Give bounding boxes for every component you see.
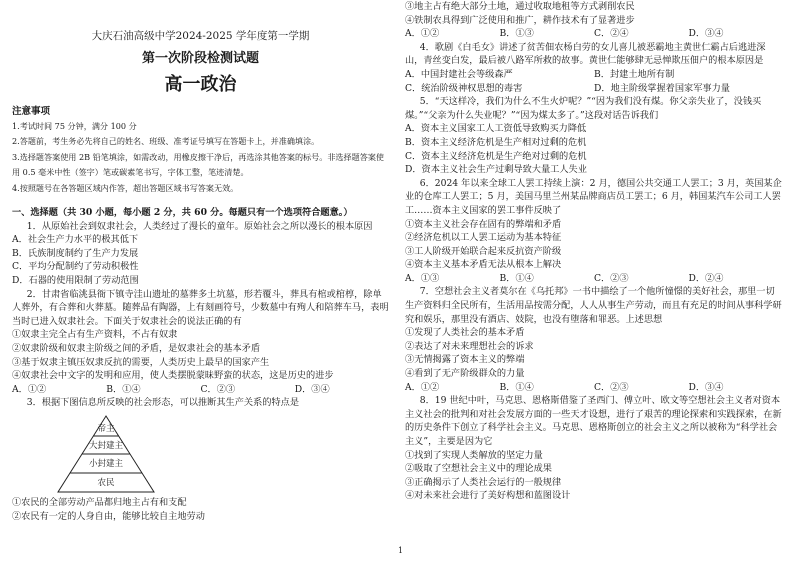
notes-heading: 注意事项 <box>12 106 51 117</box>
option: B．①④ <box>499 381 534 393</box>
question-6-options <box>405 272 783 286</box>
option: B．封建土地所有制 <box>594 68 675 80</box>
question-5-option: C．资本主义经济危机是生产绝对过剩的危机 <box>405 150 587 162</box>
question-3-item: ①农民的全部劳动产品都归地主占有和支配 <box>12 497 187 508</box>
question-2-stem: 2．甘肃省临洮县衙下镇寺洼山遗址的墓葬多土坑墓，形若覆斗，葬具有棺或棺椁，除单人葬外，有合葬和火葬墓。随葬品有陶器，上有刻画符号，少数墓中有殉人和陪葬车马，表明当时已进入奴隶社会。下面关于奴隶社会的说法正确的有 <box>12 288 389 327</box>
question-8-stem: 8．19 世纪中叶，马克思、恩格斯借鉴了圣西门、傅立叶、欧文等空想社会主义者对资本主义社会的批判和对社会发展方面的一些天才设想，进行了艰苦的理论探索和实践探索，在新的历史条件下创立了科学社会主义。马克思、恩格斯创立的社会主义之所以被称为“科学社会主义”，主要是因为它 <box>405 395 782 447</box>
note-item: 3.选择题答案使用 2B 铅笔填涂，如需改动，用橡皮擦干净后，再选涂其他答案的标号。非选择题答案使用 0.5 毫米中性（签字）笔或碳素笔书写，字体工整，笔迹清楚。 <box>12 151 385 178</box>
question-6-item: ④资本主义基本矛盾无法从根本上解决 <box>405 259 562 271</box>
section-heading: 一、选择题（共 30 小题，每小题 2 分，共 60 分。每题只有一个选项符合题意。） <box>12 207 353 219</box>
question-3-stem: 3．根据下图信息所反映的社会形态，可以推断其生产关系的特点是 <box>26 397 300 409</box>
pyramid-level-emperor: 帝主 <box>97 424 115 434</box>
question-3-options <box>405 27 783 41</box>
option: D．地主阶级掌握着国家军事力量 <box>594 82 730 94</box>
question-7-options <box>405 381 783 395</box>
question-4-options-row-2 <box>405 82 783 96</box>
question-2-item: ②奴隶阶级和奴隶主阶级之间的矛盾，是奴隶社会的基本矛盾 <box>12 343 261 355</box>
question-3-item: ④铁制农具得到广泛使用和推广，耕作技术有了显著进步 <box>405 14 635 26</box>
option: B．①④ <box>499 272 534 284</box>
option: A．①② <box>12 383 47 395</box>
question-7-item: ①发现了人类社会的基本矛盾 <box>405 327 525 339</box>
option: C．统治阶级神权思想的毒害 <box>405 82 523 94</box>
option: A．①③ <box>405 272 440 284</box>
question-5-stem: 5．“天这样冷，我们为什么不生火炉呢？”“因为我们没有煤。你父亲失业了，没钱买煤。”“父亲为什么失业呢？”“因为煤太多了。”这段对话告诉我们 <box>405 96 762 121</box>
question-4-stem: 4．歌剧《白毛女》讲述了贫苦佃农杨白劳的女儿喜儿被恶霸地主黄世仁霸占后逃进深山，青丝变白发，最后被八路军所救的故事。黄世仁能够肆无忌惮欺压佃户的根本原因是 <box>405 41 766 67</box>
option: B．①④ <box>106 383 141 395</box>
option: D．③④ <box>294 383 330 395</box>
option: C．②③ <box>594 272 629 284</box>
question-3-item: ③地主占有绝大部分土地，通过收取地租等方式剥削农民 <box>405 1 635 12</box>
question-6-item: ②经济危机以工人罢工运动为基本特征 <box>405 232 562 244</box>
exam-stage-title: 第一次阶段检测试题 <box>141 51 259 66</box>
option: C．②③ <box>594 381 629 393</box>
question-2-item: ③基于奴隶主镇压奴隶反抗的需要，人类历史上最早的国家产生 <box>12 356 270 368</box>
option: C．②③ <box>200 383 236 395</box>
option: D．③④ <box>688 381 724 393</box>
question-5-option: A．资本主义国家工人工资低导致购买力降低 <box>405 123 587 135</box>
left-column <box>12 0 389 523</box>
social-pyramid-figure <box>56 414 156 494</box>
question-2-options <box>12 383 389 397</box>
question-1-option: D．石器的使用限制了劳动范围 <box>12 275 139 287</box>
notes-list <box>12 119 389 197</box>
question-8-item: ②吸取了空想社会主义中的理论成果 <box>405 463 552 475</box>
question-1-option: C．平均分配制约了劳动积极性 <box>12 261 139 273</box>
pyramid-level-great-lords: 大封建主 <box>88 441 123 451</box>
option: C．②④ <box>594 28 629 40</box>
question-7-stem: 7．空想社会主义者莫尔在《乌托邦》一书中描绘了一个他所憧憬的美好社会，那里一切生产资料归全民所有，生活用品按需分配，人人从事生产劳动，而且有充足的时间从事科学研究和娱乐，那里没有酒店、妓院，也没有堕落和罪恶。上述思想 <box>405 286 782 325</box>
question-6-item: ③工人阶级开始联合起来反抗资产阶级 <box>405 245 562 257</box>
question-8-item: ③正确揭示了人类社会运行的一般规律 <box>405 476 562 488</box>
note-item: 2.答题前，考生务必先将自己的姓名、班级、准考证号填写在答题卡上，并准确填涂。 <box>12 136 320 147</box>
pyramid-level-peasants: 农民 <box>97 478 115 488</box>
option: D．③④ <box>688 28 724 40</box>
option: A．①② <box>405 381 440 393</box>
question-5-option: B．资本主义经济危机是生产相对过剩的危机 <box>405 136 587 148</box>
option: D．②④ <box>688 272 724 284</box>
question-7-item: ④看到了无产阶级群众的力量 <box>405 368 525 380</box>
question-3-item: ②农民有一定的人身自由，能够比较自主地劳动 <box>12 510 205 522</box>
question-2-item: ①奴隶主完全占有生产资料，不占有奴隶 <box>12 329 178 341</box>
note-item: 4.按照题号在各答题区域内作答，超出答题区域书写答案无效。 <box>12 182 239 193</box>
option: A．①② <box>405 28 440 40</box>
school-title: 大庆石油高级中学2024-2025 学年度第一学期 <box>91 30 310 42</box>
question-7-item: ②表达了对未来理想社会的诉求 <box>405 340 534 352</box>
question-8-item: ①找到了实现人类解放的坚定力量 <box>405 449 543 461</box>
question-2-item: ④奴隶社会中文字的发明和应用，使人类摆脱蒙昧野蛮的状态，这是历史的进步 <box>12 370 334 382</box>
question-7-item: ③无情揭露了资本主义的弊端 <box>405 354 525 366</box>
option: B．①③ <box>499 28 534 40</box>
question-6-stem: 6．2024 年以来全球工人罢工持续上演：2 月，德国公共交通工人罢工；3 月，英国某企业的仓库工人罢工；5 月，美国马里兰州某品牌商店员工罢工；6 月，韩国某汽车公司工人罢工……资本主义国家的罢工事件反映了 <box>405 177 782 216</box>
question-6-item: ①资本主义社会存在固有的弊端和矛盾 <box>405 218 562 230</box>
question-1-option: A．社会生产力水平的极其低下 <box>12 234 139 246</box>
page-number: 1 <box>398 546 404 555</box>
question-1-stem: 1．从原始社会到奴隶社会，人类经过了漫长的童年。原始社会之所以漫长的根本原因 <box>26 220 373 232</box>
subject-title: 高一政治 <box>164 74 237 95</box>
option: A．中国封建社会等级森严 <box>405 68 513 80</box>
pyramid-level-minor-lords: 小封建主 <box>88 459 123 469</box>
question-1-option: B．氏族制度制约了生产力发展 <box>12 247 139 259</box>
question-5-option: D．资本主义社会生产过剩导致大量工人失业 <box>405 164 587 176</box>
question-4-options-row-1 <box>405 68 783 82</box>
note-item: 1.考试时间 75 分钟，满分 100 分 <box>12 120 137 131</box>
right-column <box>405 0 783 503</box>
question-8-item: ④对未来社会进行了美好构想和蓝图设计 <box>405 490 571 502</box>
